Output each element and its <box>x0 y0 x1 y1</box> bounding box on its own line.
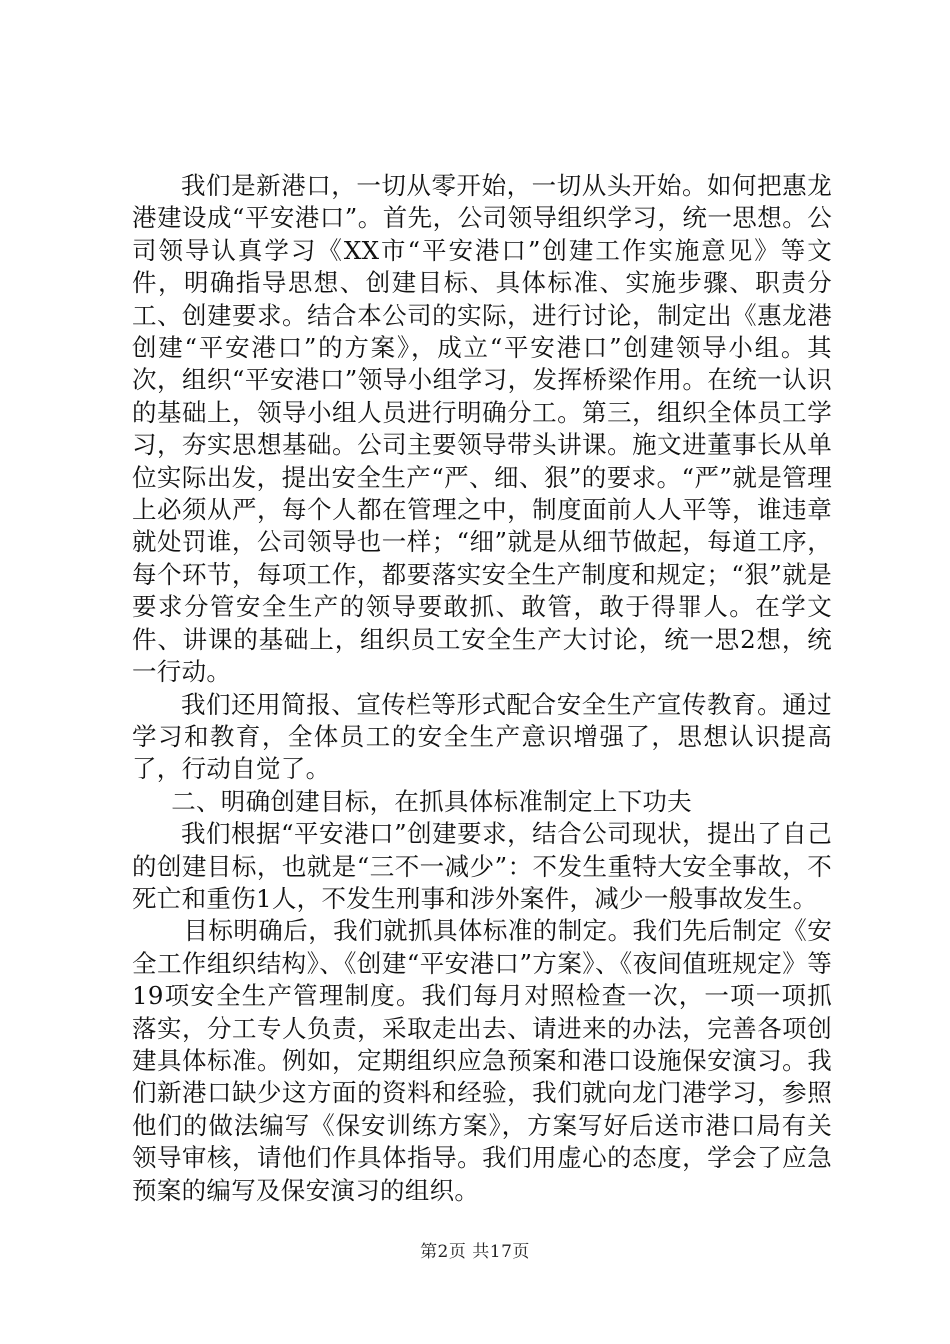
page-number-footer: 第2页 共17页 <box>420 1242 530 1262</box>
section-heading: 二、明确创建目标，在抓具体标准制定上下功夫 <box>171 786 692 816</box>
paragraph-2: 我们还用简报、宣传栏等形式配合安全生产宣传教育。通过学习和教育，全体员工的安全生产意识增强了，思想认识提高了，行动自觉了。 <box>132 689 832 784</box>
paragraph-3: 我们根据“平安港口”创建要求，结合公司现状，提出了自己的创建目标，也就是“三不一减少”：不发生重特大安全事故，不死亡和重伤1人，不发生刑事和涉外案件，减少一般事故发生。 <box>132 819 832 913</box>
paragraph-4: 目标明确后，我们就抓具体标准的制定。我们先后制定《安全工作组织结构》、《创建“平安港口”方案》、《夜间值班规定》等19项安全生产管理制度。我们每月对照检查一次，一项一项抓落实，分工专人负责，采取走出去、请进来的办法，完善各项创建具体标准。例如，定期组织应急预案和港口设施保安演习。我们新港口缺少这方面的资料和经验，我们就向龙门港学习，参照他们的做法编写《保安训练方案》，方案写好后送市港口局有关领导审核，请他们作具体指导。我们用虚心的态度，学会了应急预案的编写及保安演习的组织。 <box>132 916 832 1205</box>
paragraph-1: 我们是新港口，一切从零开始，一切从头开始。如何把惠龙港建设成“平安港口”。首先，公司领导组织学习，统一思想。公司领导认真学习《XX市“平安港口”创建工作实施意见》等文件，明确指导思想、创建目标、具体标准、实施步骤、职责分工、创建要求。结合本公司的实际，进行讨论，制定出《惠龙港创建“平安港口”的方案》，成立“平安港口”创建领导小组。其次，组织“平安港口”领导小组学习，发挥桥梁作用。在统一认识的基础上，领导小组人员进行明确分工。第三，组织全体员工学习，夯实思想基础。公司主要领导带头讲课。施文进董事长从单位实际出发，提出安全生产“严、细、狠”的要求。“严”就是管理上必须从严，每个人都在管理之中，制度面前人人平等，谁违章就处罚谁，公司领导也一样；“细”就是从细节做起，每道工序，每个环节，每项工作，都要落实安全生产制度和规定；“狠”就是要求分管安全生产的领导要敢抓、敢管，敢于得罪人。在学文件、讲课的基础上，组织员工安全生产大讨论，统一思2想，统一行动。 <box>132 171 832 687</box>
document-body <box>132 170 832 1207</box>
